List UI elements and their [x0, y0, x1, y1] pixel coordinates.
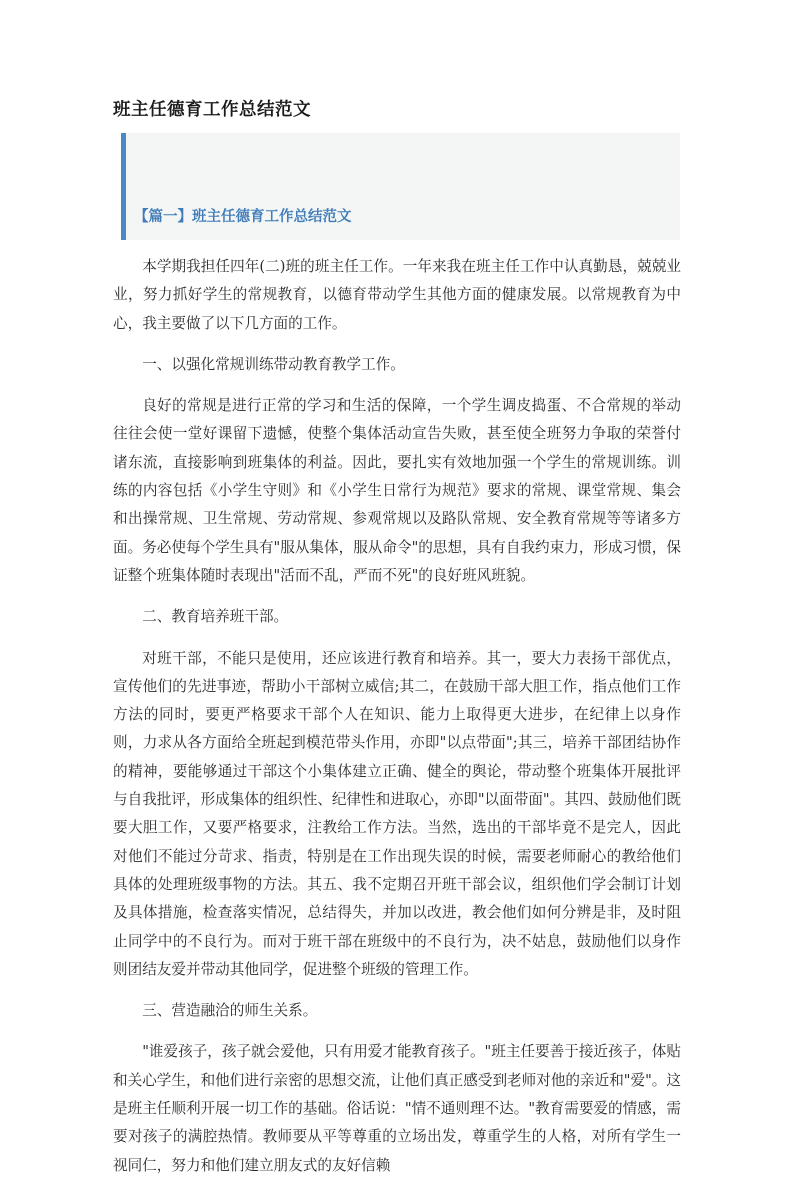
body-paragraph: 对班干部，不能只是使用，还应该进行教育和培养。其一，要大力表扬干部优点，宣传他们的先进事迹，帮助小干部树立威信;其二，在鼓励干部大胆工作，指点他们工作方法的同时，要更严格要求干部个人在知识、能力上取得更大进步，在纪律上以身作则，力求从各方面给全班起到模范带头作用，亦即"以点带面";其三，培养干部团结协作的精神，要能够通过干部这个小集体建立正确、健全的舆论，带动整个班集体开展批评与自我批评，形成集体的组织性、纪律性和进取心，亦即"以面带面"。其四、鼓励他们既要大胆工作，又要严格要求，注教给工作方法。当然，选出的干部毕竟不是完人，因此对他们不能过分苛求、指责，特别是在工作出现失误的时候，需要老师耐心的教给他们具体的处理班级事物的方法。其五、我不定期召开班干部会议，组织他们学会制订计划及具体措施，检查落实情况，总结得失，并加以改进，教会他们如何分辨是非，及时阻止同学中的不良行为。而对于班干部在班级中的不良行为，决不姑息，鼓励他们以身作则团结友爱并带动其他同学，促进整个班级的管理工作。: [113, 649, 681, 978]
callout-box: [121, 133, 680, 240]
section-heading: 三、营造融洽的师生关系。: [142, 1002, 318, 1020]
body-paragraph: 本学期我担任四年(二)班的班主任工作。一年来我在班主任工作中认真勤恳，兢兢业业，努力抓好学生的常规教育，以德育带动学生其他方面的健康发展。以常规教育为中心，我主要做了以下几方面的工作。: [113, 258, 681, 332]
callout-heading: 【篇一】班主任德育工作总结范文: [134, 208, 352, 225]
page-title: 班主任德育工作总结范文: [113, 99, 311, 120]
section-heading: 二、教育培养班干部。: [142, 608, 289, 626]
body-paragraph: 良好的常规是进行正常的学习和生活的保障，一个学生调皮捣蛋、不合常规的举动往往会使一堂好课留下遗憾，使整个集体活动宣告失败，甚至使全班努力争取的荣誉付诸东流，直接影响到班集体的利益。因此，要扎实有效地加强一个学生的常规训练。训练的内容包括《小学生守则》和《小学生日常行为规范》要求的常规、课堂常规、集会和出操常规、卫生常规、劳动常规、参观常规以及路队常规、安全教育常规等等诸多方面。务必使每个学生具有"服从集体，服从命令"的思想，具有自我约束力，形成习惯，保证整个班集体随时表现出"活而不乱，严而不死"的良好班风班貌。: [113, 397, 681, 584]
body-text-column: [113, 253, 681, 1180]
body-paragraph: "谁爱孩子，孩子就会爱他，只有用爱才能教育孩子。"班主任要善于接近孩子，体贴和关心学生，和他们进行亲密的思想交流，让他们真正感受到老师对他的亲近和"爱"。这是班主任顺利开展一切工作的基础。俗话说："情不通则理不达。"教育需要爱的情感，需要对孩子的满腔热情。教师要从平等尊重的立场出发，尊重学生的人格，对所有学生一视同仁，努力和他们建立朋友式的友好信赖: [113, 1043, 681, 1174]
section-heading: 一、以强化常规训练带动教育教学工作。: [142, 355, 405, 373]
